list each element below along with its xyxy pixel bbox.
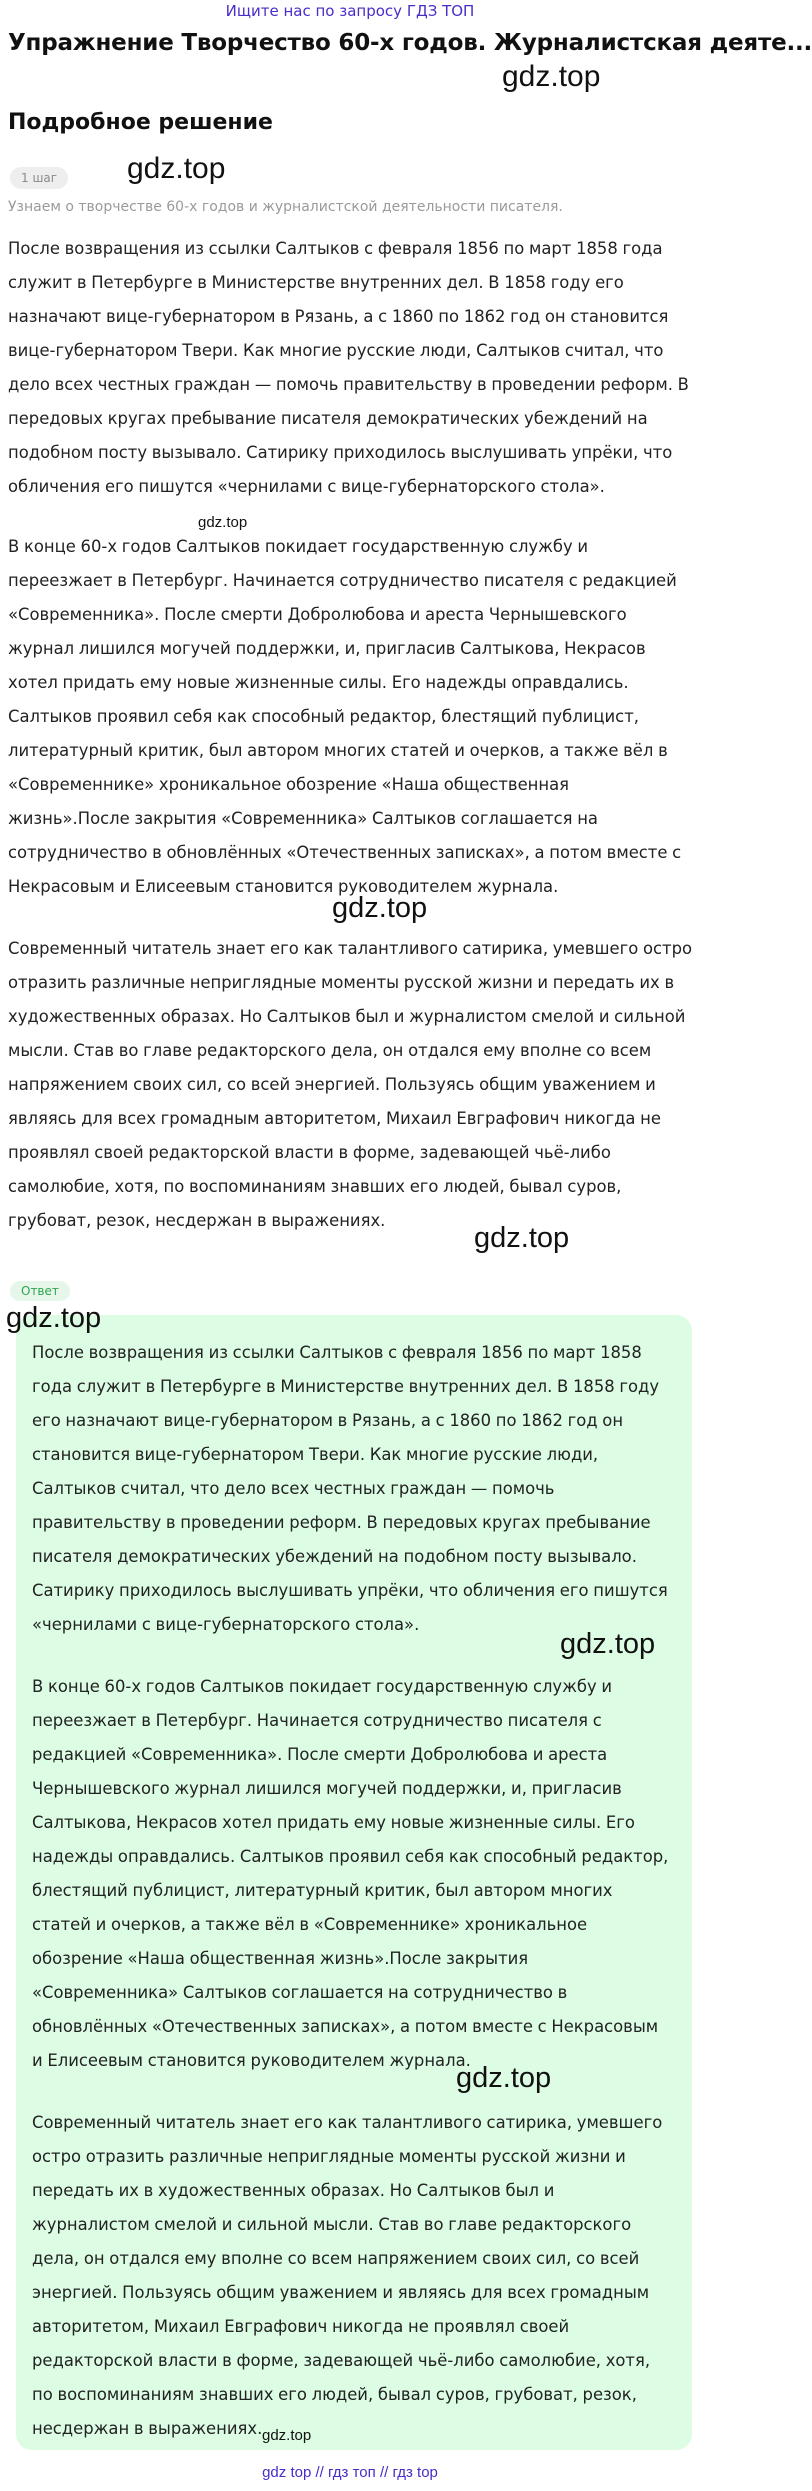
watermark: gdz.top — [456, 2062, 552, 2094]
watermark: gdz.top — [560, 1628, 656, 1660]
solution-paragraph-2: В конце 60-х годов Салтыков покидает государственную службу и переезжает в Петербург. Начинается сотрудничество писателя с редакцией «Современника». После смерти Добролюбова и ареста Чернышевского журнал лишился могучей поддержки, и, пригласив Салтыкова, Некрасов хотел придать ему новые жизненные силы. Его надежды оправдались. Салтыков проявил себя как способный редактор, блестящий публицист, литературный критик, был автором многих статей и очерков, а также вёл в «Современнике» хроникальное обозрение «Наша общественная жизнь».После закрытия «Современника» Салтыков соглашается на сотрудничество в обновлённых «Отечественных записках», а потом вместе с Некрасовым и Елисеевым становится руководителем журнала. — [8, 537, 682, 896]
step-badge: 1 шаг — [10, 167, 68, 189]
solution-paragraph-3: Современный читатель знает его как талантливого сатирика, умевшего остро отразить различные неприглядные моменты русской жизни и передать их в художественных образах. Но Салтыков был и журналистом смелой и сильной мысли. Став во главе редакторского дела, он отдался ему вполне со всем напряжением своих сил, со всей энергией. Пользуясь общим уважением и являясь для всех громадным авторитетом, Михаил Евграфович никогда не проявлял своей редакторской власти в форме, задевающей чьё-либо самолюбие, хотя, по воспоминаниям знавших его людей, бывал суров, грубоват, резок, несдержан в выражениях. — [8, 939, 692, 1230]
watermark: gdz.top — [474, 1222, 570, 1254]
footer-links — [0, 2464, 700, 2481]
watermark: gdz.top — [198, 514, 248, 531]
step-note: Узнаем о творчестве 60-х годов и журналистской деятельности писателя. — [8, 199, 563, 215]
footer-separator: // — [379, 2464, 389, 2481]
answer-paragraph-2: В конце 60-х годов Салтыков покидает государственную службу и переезжает в Петербург. Начинается сотрудничество писателя с редакцией «Современника». После смерти Добролюбова и ареста Чернышевского журнал лишился могучей поддержки, и, пригласив Салтыкова, Некрасов хотел придать ему новые жизненные силы. Его надежды оправдались. Салтыков проявил себя как способный редактор, блестящий публицист, литературный критик, был автором многих статей и очерков, а также вёл в «Современнике» хроникальное обозрение «Наша общественная жизнь».После закрытия «Современника» Салтыков соглашается на сотрудничество в обновлённых «Отечественных записках», а потом вместе с Некрасовым и Елисеевым становится руководителем журнала. — [32, 1677, 669, 2070]
answer-badge: Ответ — [10, 1281, 70, 1301]
footer-link-gdz-top[interactable]: gdz top — [262, 2464, 312, 2481]
footer-link-gdz-top-mixed[interactable]: гдз top — [392, 2464, 438, 2481]
section-heading: Подробное решение — [8, 110, 273, 135]
footer-link-gdz-top-ru[interactable]: гдз топ — [328, 2464, 376, 2481]
watermark: gdz.top — [6, 1302, 102, 1334]
page-title: Упражнение Творчество 60-х годов. Журналистская деяте... — [8, 30, 812, 56]
watermark: gdz.top — [262, 2427, 312, 2444]
answer-paragraph-1: После возвращения из ссылки Салтыков с февраля 1856 по март 1858 года служит в Петербурге в Министерстве внутренних дел. В 1858 году его назначают вице-губернатором в Рязань, а с 1860 по 1862 год он становится вице-губернатором Твери. Как многие русские люди, Салтыков считал, что дело всех честных граждан — помочь правительству в проведении реформ. В передовых кругах пребывание писателя демократических убеждений на подобном посту вызывало. Сатирику приходилось выслушивать упрёки, что обличения его пишутся «чернилами с вице-губернаторского стола». — [32, 1343, 668, 1634]
watermark: gdz.top — [502, 60, 601, 93]
solution-paragraph-1: После возвращения из ссылки Салтыков с февраля 1856 по март 1858 года служит в Петербурге в Министерстве внутренних дел. В 1858 году его назначают вице-губернатором в Рязань, а с 1860 по 1862 год он становится вице-губернатором Твери. Как многие русские люди, Салтыков считал, что дело всех честных граждан — помочь правительству в проведении реформ. В передовых кругах пребывание писателя демократических убеждений на подобном посту вызывало. Сатирику приходилось выслушивать упрёки, что обличения его пишутся «чернилами с вице-губернаторского стола». — [8, 239, 689, 496]
footer-separator: // — [315, 2464, 324, 2481]
answer-paragraph-3: Современный читатель знает его как талантливого сатирика, умевшего остро отразить различные неприглядные моменты русской жизни и передать их в художественных образах. Но Салтыков был и журналистом смелой и сильной мысли. Став во главе редакторского дела, он отдался ему вполне со всем напряжением своих сил, со всей энергией. Пользуясь общим уважением и являясь для всех громадным авторитетом, Михаил Евграфович никогда не проявлял своей редакторской власти в форме, задевающей чьё-либо самолюбие, хотя, по воспоминаниям знавших его людей, бывал суров, грубоват, резок, несдержан в выражениях. — [32, 2113, 663, 2438]
watermark: gdz.top — [332, 892, 428, 924]
search-banner[interactable]: Ищите нас по запросу ГДЗ ТОП — [225, 2, 475, 20]
watermark: gdz.top — [127, 152, 226, 185]
